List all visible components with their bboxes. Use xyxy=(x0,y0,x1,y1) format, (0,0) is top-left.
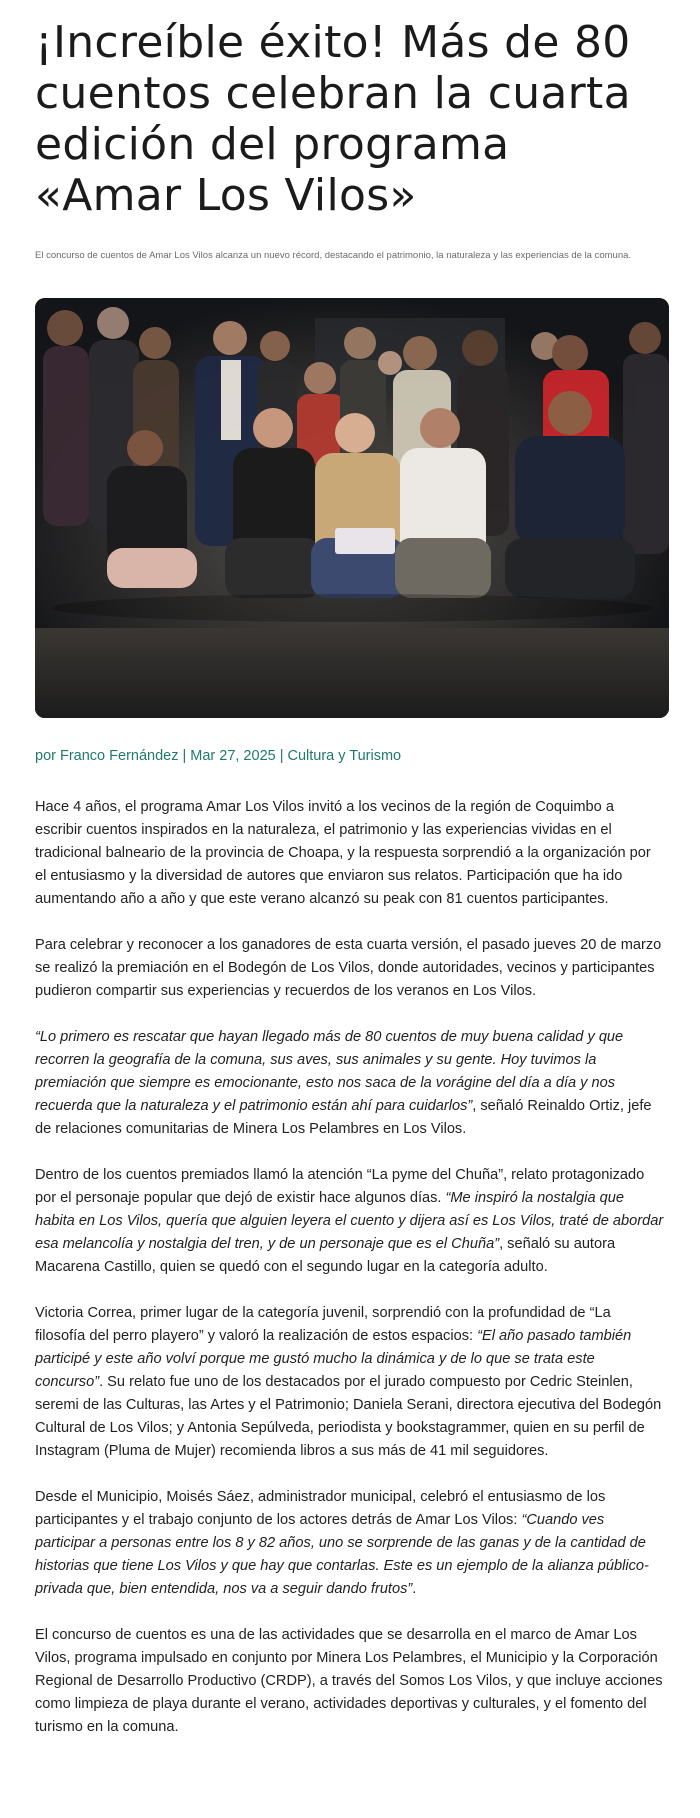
article-body xyxy=(35,796,665,1762)
paragraph-text: . xyxy=(412,1581,417,1597)
paragraph-text: Dentro de los cuentos premiados llamó la atención “La pyme del Chuña”, relato protagonizado por el personaje popular que dejó de existir hace algunos días. xyxy=(35,1167,645,1206)
paragraph-text: . Su relato fue uno de los destacados por el jurado compuesto por Cedric Steinlen, seremi de las Culturas, las Artes y el Patrimonio; Daniela Serani, directora ejecutiva del Bodegón Cultural de Los Vilos; y Antonia Sepúlveda, periodista y bookstagrammer, quien en su perfil de Instagram (Pluma de Mujer) recomienda libros a sus más de 41 mil seguidores. xyxy=(35,1374,662,1459)
category-link[interactable]: Cultura y Turismo xyxy=(287,748,402,764)
paragraph: El concurso de cuentos es una de las actividades que se desarrolla en el marco de Amar Los Vilos, programa impulsado en conjunto por Minera Los Pelambres, el Municipio y la Corporación Regional de Desarrollo Productivo (CRDP), a través del Somos Los Vilos, y que incluye acciones como limpieza de playa durante el verano, actividades deportivas y culturales, y el fomento del turismo en la comuna. xyxy=(35,1627,663,1735)
quote: “Lo primero es rescatar que hayan llegado más de 80 cuentos de muy buena calidad y que recorren la geografía de la comuna, sus aves, sus animales y su gente. Hoy tuvimos la premiación que siempre es emocionante, esto nos saca de la vorágine del día a día y nos recuerda que la naturaleza y el patrimonio están ahí para cuidarlos” xyxy=(35,1029,624,1114)
paragraph-text: Victoria Correa, primer lugar de la categoría juvenil, sorprendió con la profundidad de “La filosofía del perro playero” y valoró la realización de estos espacios: xyxy=(35,1305,611,1344)
article-title: ¡Increíble éxito! Más de 80 cuentos celebran la cuarta edición del programa «Amar Los Vilos» xyxy=(35,17,631,221)
paragraph xyxy=(35,1026,665,1141)
author-link[interactable]: por Franco Fernández xyxy=(35,748,179,764)
paragraph: Para celebrar y reconocer a los ganadores de esta cuarta versión, el pasado jueves 20 de marzo se realizó la premiación en el Bodegón de Los Vilos, donde autoridades, vecinos y participantes pudieron compartir sus experiencias y recuerdos de los veranos en Los Vilos. xyxy=(35,937,662,999)
paragraph xyxy=(35,1486,665,1601)
paragraph xyxy=(35,1164,665,1279)
paragraph-text: , señaló Reinaldo Ortiz, jefe de relaciones comunitarias de Minera Los Pelambres en Los Vilos. xyxy=(35,1098,652,1137)
article-subtitle: El concurso de cuentos de Amar Los Vilos alcanza un nuevo récord, destacando el patrimonio, la naturaleza y las experiencias de la comuna. xyxy=(35,250,632,261)
paragraph xyxy=(35,1302,665,1463)
article-meta xyxy=(35,748,401,764)
paragraph-text: , señaló su autora Macarena Castillo, quien se quedó con el segundo lugar en la categoría adulto. xyxy=(35,1236,616,1275)
meta-separator: | xyxy=(182,748,187,764)
quote: “Cuando ves participar a personas entre los 8 y 82 años, uno se sorprende de las ganas y de la cantidad de historias que tiene Los Vilos y que hay que contarlas. Este es un ejemplo de la alianza público-privada que, bien entendida, nos va a seguir dando frutos” xyxy=(35,1512,649,1597)
paragraph: Hace 4 años, el programa Amar Los Vilos invitó a los vecinos de la región de Coquimbo a escribir cuentos inspirados en la naturaleza, el patrimonio y las experiencias vividas en el tradicional balneario de la provincia de Choapa, y la respuesta sorprendió a la organización por el entusiasmo y la diversidad de autores que enviaron sus relatos. Participación que ha ido aumentando año a año y que este verano alcanzó su peak con 81 cuentos participantes. xyxy=(35,799,651,907)
quote: “El año pasado también participé y este año volví porque me gustó mucho la dinámica y de lo que se trata este concurso” xyxy=(35,1328,632,1390)
paragraph-text: Desde el Municipio, Moisés Sáez, administrador municipal, celebró el entusiasmo de los participantes y el trabajo conjunto de los actores detrás de Amar Los Vilos: xyxy=(35,1489,606,1528)
publish-date: Mar 27, 2025 xyxy=(190,748,276,764)
quote: “Me inspiró la nostalgia que habita en Los Vilos, quería que alguien leyera el cuento y dijera así es Los Vilos, traté de abordar esa melancolía y nostalgia del tren, y de un personaje que es el Chuña” xyxy=(35,1190,664,1252)
group-photo xyxy=(35,298,669,718)
meta-separator: | xyxy=(279,748,284,764)
